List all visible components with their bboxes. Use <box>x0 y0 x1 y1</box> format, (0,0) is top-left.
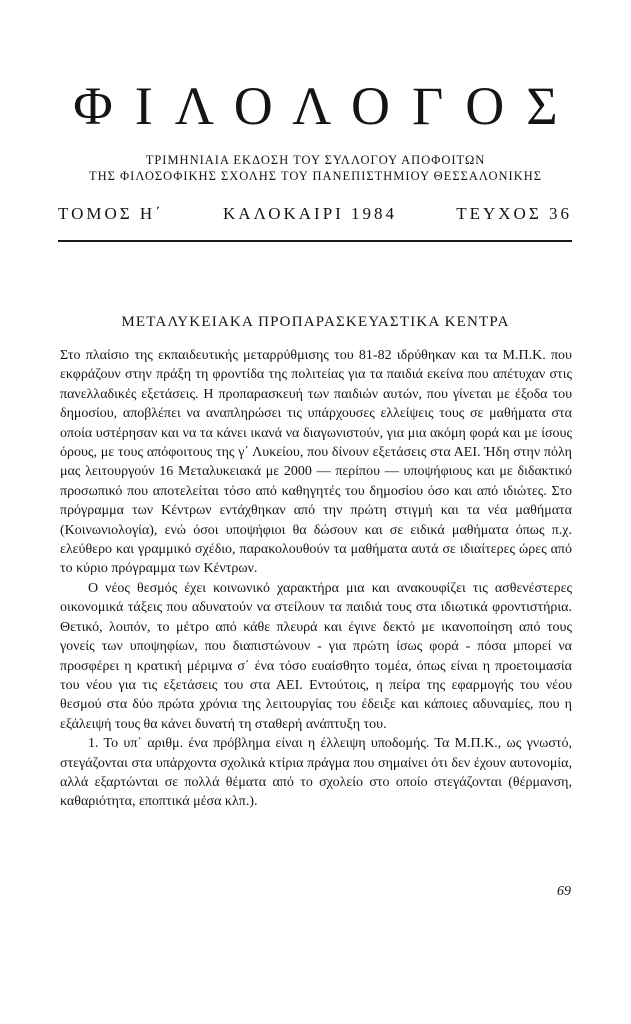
journal-subtitle-line1: ΤΡΙΜΗΝΙΑΙΑ ΕΚΔΟΣΗ ΤΟΥ ΣΥΛΛΟΓΟΥ ΑΠΟΦΟΙΤΩΝ <box>145 153 486 167</box>
journal-subtitle-line2: ΤΗΣ ΦΙΛΟΣΟΦΙΚΗΣ ΣΧΟΛΗΣ ΤΟΥ ΠΑΝΕΠΙΣΤΗΜΙΟΥ ΘΕΣΣΑΛΟΝΙΚΗΣ <box>88 169 543 183</box>
issue-number-label: ΤΕΥΧΟΣ 36 <box>456 204 572 223</box>
volume-label: ΤΟΜΟΣ Η΄ <box>58 204 164 223</box>
article-body <box>60 346 572 812</box>
season-label: ΚΑΛΟΚΑΙΡΙ 1984 <box>223 204 398 223</box>
journal-title: ΦΙΛΟΛΟΓΟΣ <box>73 76 580 136</box>
paragraph: Στο πλαίσιο της εκπαιδευτικής μεταρρύθμισης του 81-82 ιδρύθηκαν και τα Μ.Π.Κ. που εκφράζουν στην πράξη τη φροντίδα της πολιτείας για τα παιδιά εκείνα που απέτυχαν στις πανελλαδικές εξετάσεις. Η προπαρασκευή των παιδιών αυτών, που γίνεται με έξοδα του δημοσίου, αποβλέπει να αναπληρώσει τις υπάρχουσες ελλείψεις τους σε μαθήματα στα οποία υστέρησαν και να τα κάνει ικανά να διαγωνιστούν, για μια ακόμη φορά και με ίσους όρους, με τους απόφοιτους της γ΄ Λυκείου, που δίνουν εξετάσεις στα ΑΕΙ. Ήδη στην πόλη μας λειτουργούν 16 Μεταλυκειακά με 2000 — περίπου — υποψήφιους και με διδακτικό προσωπικό που αποτελείται τόσο από καθηγητές του δημοσίου όσο και από ιδιώτες. Στο πρόγραμμα των Κέντρων εντάχθηκαν από την πρώτη στιγμή και τα νέα μαθήματα (Κοινωνιολογία), ενώ όσοι υποψήφιοι θα δώσουν και σε ειδικά μαθήματα όπως π.χ. ελεύθερο και γραμμικό σχέδιο, παρακολουθούν τα μαθήματα αυτά σε ιδιαίτερες ώρες από το κύριο πρόγραμμα των Κέντρων. <box>60 348 572 577</box>
paragraph: Ο νέος θεσμός έχει κοινωνικό χαρακτήρα μια και ανακουφίζει τις ασθενέστερες οικονομικά τάξεις που αδυνατούν να στείλουν τα παιδιά τους στα ιδιωτικά φροντιστήρια. Θετικό, λοιπόν, το μέτρο από κάθε πλευρά και έγινε δεκτό με ικανοποίηση από τους γονείς των υποψηφίων, που διαπιστώνουν - για πρώτη ίσως φορά - πόσα μπορεί να προσφέρει η κρατική μέριμνα σ΄ ένα τόσο ευαίσθητο τομέα, όπως είναι η προετοιμασία του νέου για τις εξετάσεις του στα ΑΕΙ. Εντούτοις, η πείρα της εφαρμογής του νέου θεσμού στα δύο πρώτα χρόνια της λειτουργίας του έδειξε και κάποιες αδυναμίες, που η εξάλειψή τους θα κάνει δυνατή τη σταθερή ανάπτυξη του. <box>60 580 572 732</box>
page-number: 69 <box>557 884 571 899</box>
header-rule <box>58 240 572 242</box>
issue-info <box>58 203 572 225</box>
article-title: ΜΕΤΑΛΥΚΕΙΑΚΑ ΠΡΟΠΑΡΑΣΚΕΥΑΣΤΙΚΑ ΚΕΝΤΡΑ <box>121 314 510 330</box>
paragraph: 1. Το υπ΄ αριθμ. ένα πρόβλημα είναι η έλλειψη υποδομής. Τα Μ.Π.Κ., ως γνωστό, στεγάζονται στα υπάρχοντα σχολικά κτίρια πράγμα που σημαίνει ότι δεν έχουν αυτονομία, αλλά εξαρτώνται σε πολλά θέματα από το σχολείο στο οποίο στεγάζονται (θέρμανση, καθαριότητα, εποπτικά μέσα κλπ.). <box>60 736 572 810</box>
